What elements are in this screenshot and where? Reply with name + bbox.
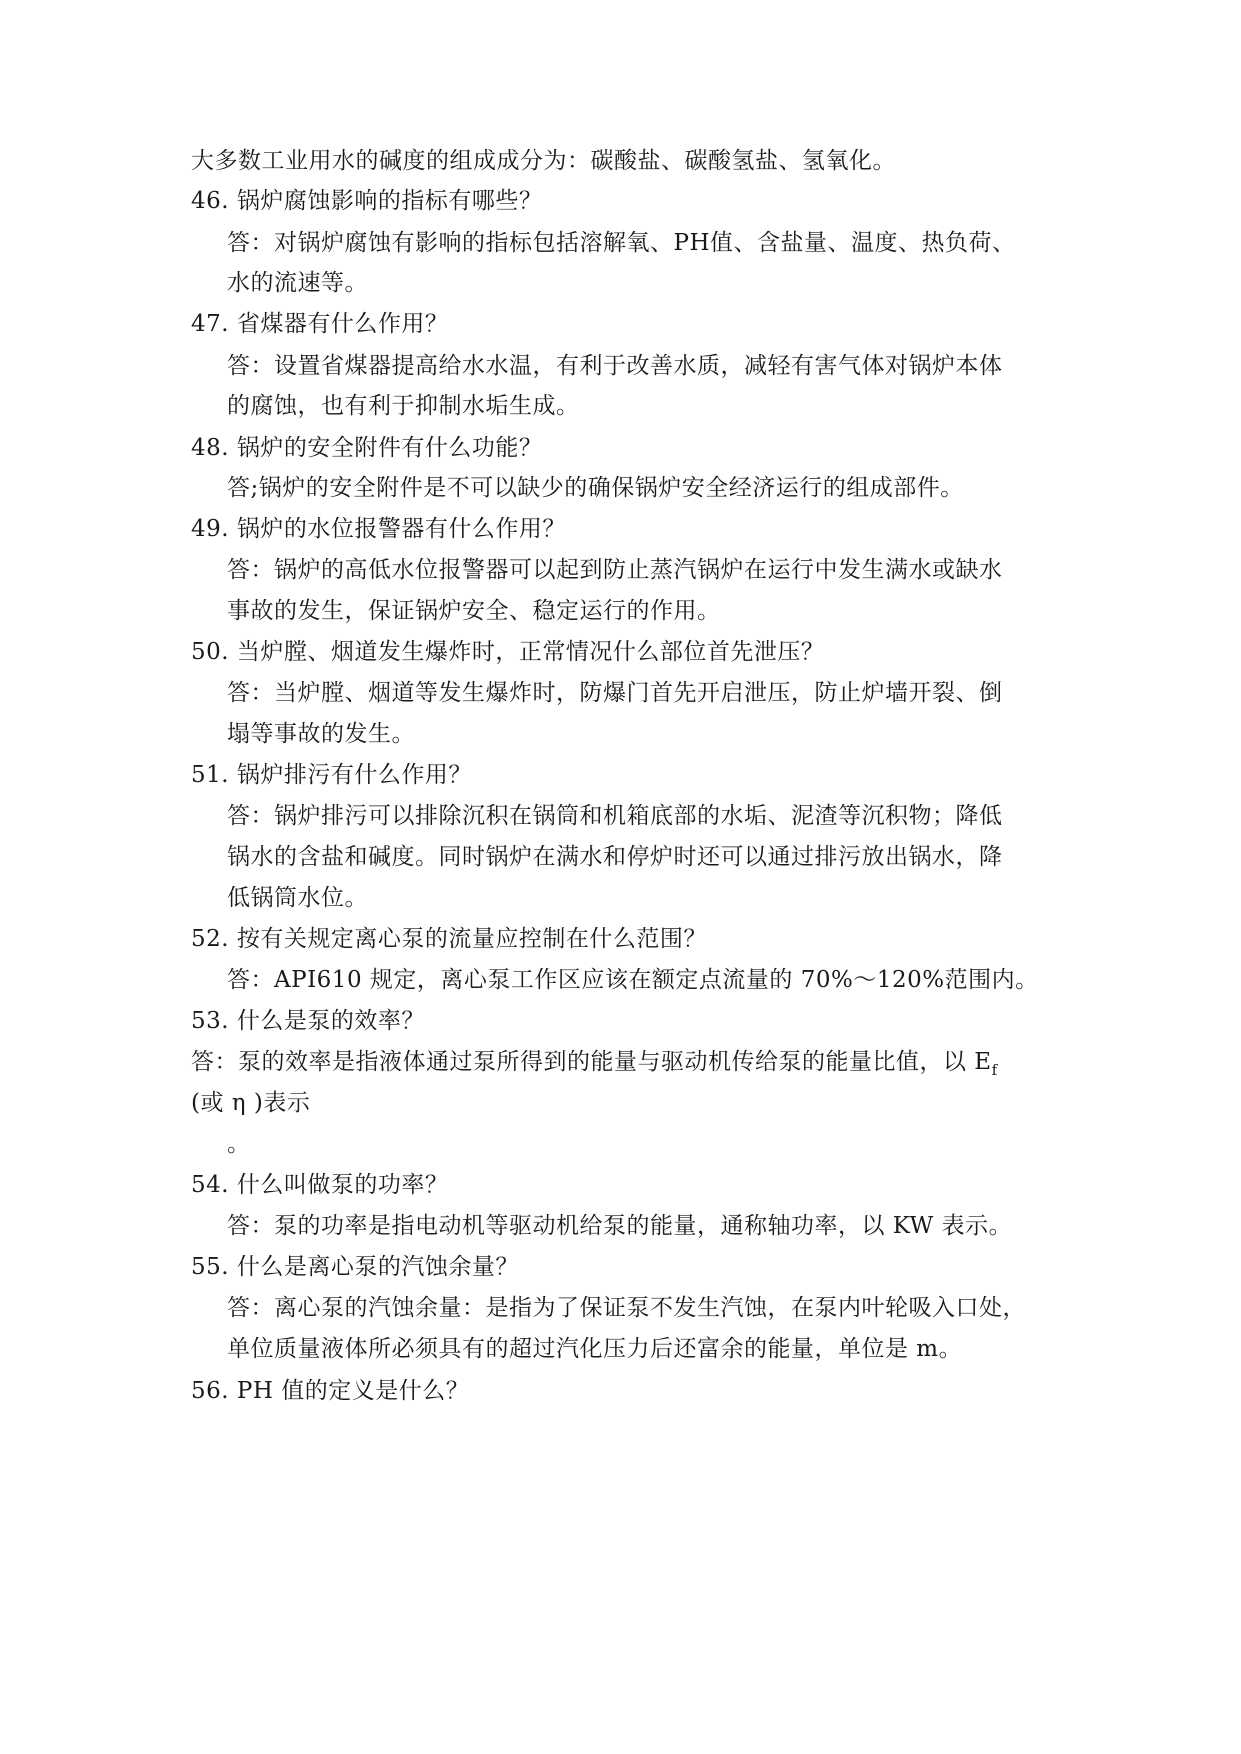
answer-line (191, 1047, 998, 1085)
question-48: 48. 锅炉的安全附件有什么功能？ (191, 435, 543, 461)
answer-line: 低锅筒水位。 (227, 885, 368, 911)
question-53: 53. 什么是泵的效率？ (191, 1008, 425, 1034)
answer-line: 答;锅炉的安全附件是不可以缺少的确保锅炉安全经济运行的组成部件。 (227, 475, 964, 501)
answer-line: 答：API610 规定，离心泵工作区应该在额定点流量的 70%～120%范围内。 (227, 967, 1039, 993)
answer-line: 锅水的含盐和碱度。同时锅炉在满水和停炉时还可以通过排污放出锅水，降 (227, 844, 1003, 870)
answer-line: 事故的发生，保证锅炉安全、稳定运行的作用。 (227, 598, 721, 624)
answer-line: (或 η )表示 (191, 1090, 311, 1116)
answer-line: 答：当炉膛、烟道等发生爆炸时，防爆门首先开启泄压，防止炉墙开裂、倒 (227, 680, 1003, 706)
answer-line: 答：锅炉的高低水位报警器可以起到防止蒸汽锅炉在运行中发生满水或缺水 (227, 557, 1003, 583)
question-46: 46. 锅炉腐蚀影响的指标有哪些？ (191, 188, 543, 214)
answer-line: 答：设置省煤器提高给水水温，有利于改善水质，减轻有害气体对锅炉本体 (227, 353, 1003, 379)
answer-line: 答：泵的功率是指电动机等驱动机给泵的能量，通称轴功率，以 KW 表示。 (227, 1213, 1013, 1239)
question-47: 47. 省煤器有什么作用？ (191, 311, 449, 337)
question-50: 50. 当炉膛、烟道发生爆炸时，正常情况什么部位首先泄压？ (191, 639, 825, 665)
answer-line: 的腐蚀，也有利于抑制水垢生成。 (227, 393, 580, 419)
answer-line: 水的流速等。 (227, 270, 368, 296)
question-55: 55. 什么是离心泵的汽蚀余量？ (191, 1254, 519, 1280)
answer-line: 塌等事故的发生。 (227, 721, 415, 747)
question-49: 49. 锅炉的水位报警器有什么作用？ (191, 516, 566, 542)
question-52: 52. 按有关规定离心泵的流量应控制在什么范围？ (191, 926, 707, 952)
question-51: 51. 锅炉排污有什么作用？ (191, 762, 472, 788)
question-56: 56. PH 值的定义是什么？ (191, 1378, 470, 1404)
answer-line: 单位质量液体所必须具有的超过汽化压力后还富余的能量，单位是 m。 (227, 1336, 963, 1362)
punctuation-line: 。 (227, 1131, 251, 1157)
text-line: 大多数工业用水的碱度的组成成分为：碳酸盐、碳酸氢盐、氢氧化。 (191, 148, 896, 174)
answer-text: 答：泵的效率是指液体通过泵所得到的能量与驱动机传给泵的能量比值，以 E (191, 1049, 992, 1075)
subscript-f: f (991, 1061, 998, 1079)
answer-line: 答：锅炉排污可以排除沉积在锅筒和机箱底部的水垢、泥渣等沉积物；降低 (227, 803, 1003, 829)
answer-line: 答：离心泵的汽蚀余量：是指为了保证泵不发生汽蚀，在泵内叶轮吸入口处， (227, 1295, 1026, 1321)
question-54: 54. 什么叫做泵的功率？ (191, 1172, 449, 1198)
answer-line: 答：对锅炉腐蚀有影响的指标包括溶解氧、PH值、含盐量、温度、热负荷、 (227, 230, 1016, 256)
